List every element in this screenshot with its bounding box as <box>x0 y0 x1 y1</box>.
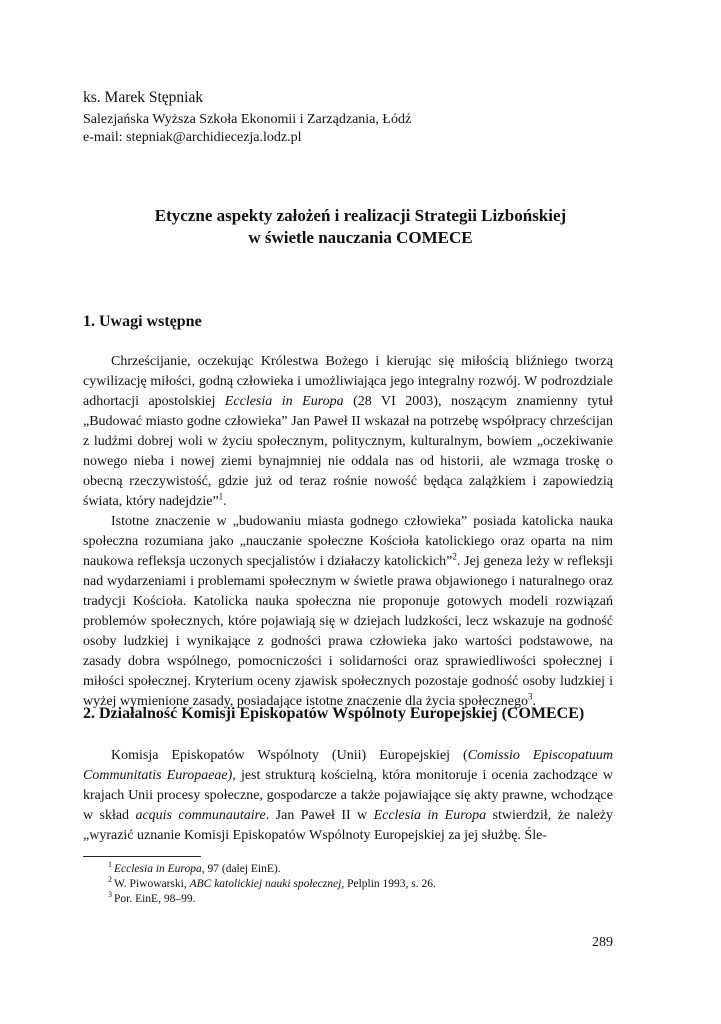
s1p2-text-c: . <box>532 694 536 709</box>
s2p1-italic-ecclesia: Ecclesia in Europa <box>373 808 487 823</box>
author-email: e-mail: stepniak@archidiecezja.lodz.pl <box>83 130 302 145</box>
footnote-3 <box>108 892 436 907</box>
author-affiliation: Salezjańska Wyższa Szkoła Ekonomii i Zarządzania, Łódź <box>83 112 412 127</box>
footnote-1-text: , 97 (dalej EinE). <box>201 863 281 875</box>
page-number: 289 <box>592 935 613 950</box>
footnote-divider <box>83 856 201 857</box>
footnote-2-pre: W. Piwowarski, <box>114 878 190 890</box>
s2p1-text-a: Komisja Episkopatów Wspólnoty (Unii) Europejskiej ( <box>111 748 468 763</box>
footnote-2-italic: ABC katolickiej nauki społecznej <box>189 878 342 890</box>
footnote-2-text: , Pelplin 1993, s. 26. <box>341 878 436 890</box>
footnote-1-number: 1 <box>108 860 112 870</box>
s2p1-italic-acquis: acquis communautaire <box>135 808 266 823</box>
section2-body <box>83 746 613 846</box>
author-block <box>83 88 411 147</box>
section2-paragraph1 <box>83 746 613 846</box>
footnote-1-italic: Ecclesia in Europa <box>114 863 202 875</box>
s1p1-text-c: (28 VI 2003), noszącym znamienny tytuł „Budować miasto godne człowieka” Jan Paweł II wskazał na potrzebę współpracy chrześcijan z ludźmi dobrej woli w życiu społecznym, politycznym, kulturalnym, bowiem „oczekiwanie nowego nieba i nowej ziemi bynajmniej nie oddala nas od historii, ale wzmaga troskę o obecną rzeczywistość, gdzie już od teraz rośnie nowość będąca zalążkiem i zapowiedzią świata, który nadejdzie” <box>83 394 613 509</box>
paper-title-line2: w świetle nauczania COMECE <box>248 228 473 247</box>
s1p2-text-a: Istotne znaczenie w „budowaniu miasta godnego człowieka” posiada katolicka nauka społeczna rozumiana jako „nauczanie społeczne Kościoła katolickiego oraz oparta na nim naukowa refleksja uczonych specjalistów i działaczy katolickich” <box>83 514 613 569</box>
footnote-1 <box>108 862 436 877</box>
s2p1-text-c: jest strukturą kościelną, która monitoruje i ocenia zachodzące w krajach Unii procesy społeczne, gospodarcze a także pojawiające się akty prawne, wchodzące w skład <box>83 768 613 823</box>
paper-title <box>83 205 638 249</box>
author-name: ks. Marek Stępniak <box>83 89 204 106</box>
footnote-2 <box>108 877 436 892</box>
section2-heading: 2. Działalność Komisji Episkopatów Wspólnoty Europejskiej (COMECE) <box>83 705 585 722</box>
footnote-3-text: Por. EinE, 98–99. <box>114 893 196 905</box>
section1-heading: 1. Uwagi wstępne <box>83 313 202 330</box>
footnote-2-number: 2 <box>108 875 112 885</box>
footnote-ref-2[interactable]: 2 <box>452 551 457 562</box>
s1p1-italic-ecclesia: Ecclesia in Europa <box>224 394 344 409</box>
footnote-ref-3[interactable]: 3 <box>527 691 533 702</box>
footnote-ref-1[interactable]: 1 <box>218 491 224 502</box>
section1-paragraph2 <box>83 512 613 712</box>
footnote-3-number: 3 <box>108 890 112 900</box>
s1p2-text-b: . Jej geneza leży w refleksji nad wydarzeniami i problemami społecznym w świetle prawa objawionego i naturalnego oraz tradycji Kościoła. Katolicka nauka społeczna nie proponuje gotowych modeli rozwiązań problemów społecznych, które pojawiają się w dziejach ludzkości, lecz wskazuje na godność osoby ludzkiej i wynikające z godności prawa człowieka jako wartości podstawowe, na zasady dobra wspólnego, pomocniczości i solidarności oraz sprawiedliwości społecznej i miłości społecznej. Kryterium oceny zjawisk społecznych pozostaje godność osoby ludzkiej i wyżej wymienione zasady, posiadające istotne znaczenie dla życia społecznego <box>83 554 613 709</box>
paper-title-line1: Etyczne aspekty założeń i realizacji Strategii Lizbońskiej <box>154 206 567 225</box>
s2p1-text-e: . Jan Paweł II w <box>265 808 374 823</box>
footnotes <box>108 862 436 907</box>
s1p1-text-a: Chrześcijanie, oczekując Królestwa Bożego i kierując się miłością bliźniego tworzą cywilizację miłości, godną człowieka i umożliwiająca jego integralny rozwój. W podrozdziale adhortacji apostolskiej <box>83 354 613 409</box>
section1-paragraph1 <box>83 352 613 512</box>
s2p1-text-g: stwierdził, że należy „wyrazić uznanie Komisji Episkopatów Wspólnoty Europejskiej za jej służbę. Śle- <box>83 808 614 843</box>
section1-body <box>83 352 613 712</box>
s1p1-text-d: . <box>223 494 227 509</box>
s2p1-italic-comissio: Comissio Episcopatuum Communitatis Europaeae), <box>83 748 613 783</box>
